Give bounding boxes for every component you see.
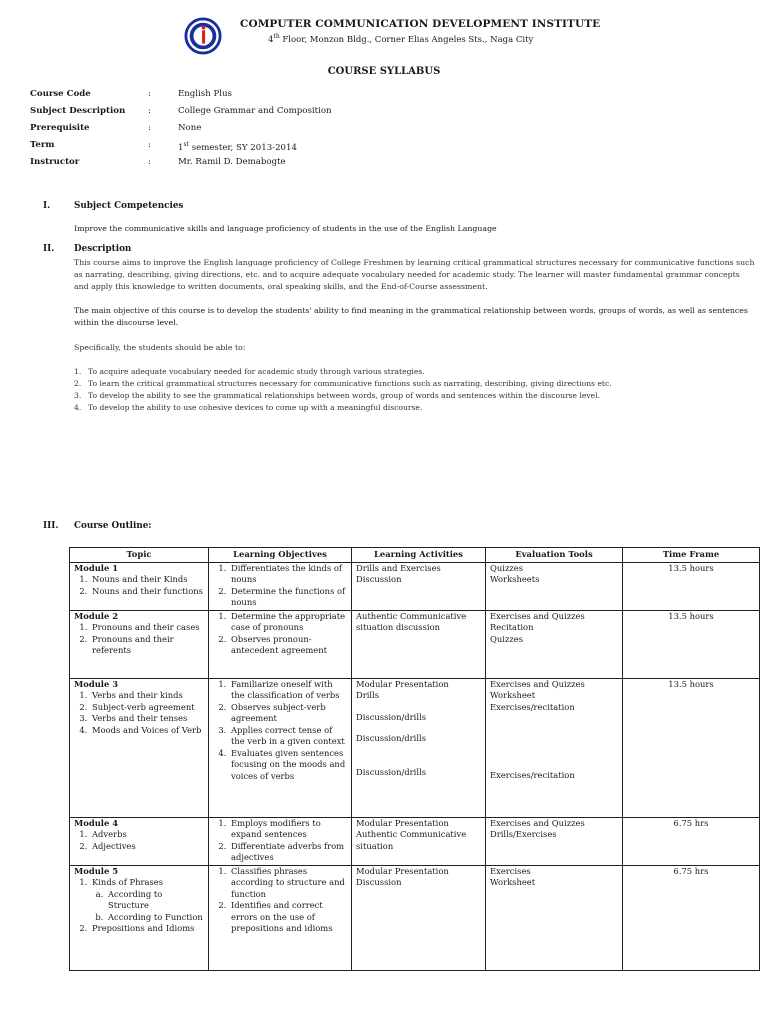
list-item: 2. Adjectives bbox=[90, 841, 204, 853]
objectives-cell bbox=[209, 610, 352, 678]
activity-item: Discussion bbox=[356, 877, 402, 887]
activity-item: Authentic Communicative situation bbox=[356, 829, 467, 851]
evaluation-item: Exercises/recitation bbox=[490, 770, 575, 780]
prerequisite-label: Prerequisite bbox=[30, 123, 90, 133]
list-item: 1. Pronouns and their cases bbox=[90, 622, 204, 634]
list-item: 1. Verbs and their kinds bbox=[90, 690, 204, 702]
list-item: 1. Nouns and their Kinds bbox=[90, 574, 204, 586]
topic-list bbox=[74, 574, 204, 597]
list-item: 1. Kinds of Phrases a. According to Structure b. According to Function bbox=[90, 877, 204, 923]
evaluation-item: Quizzes bbox=[490, 633, 524, 644]
activity-item: Discussion/drills bbox=[356, 733, 427, 743]
colon: : bbox=[148, 106, 151, 116]
course-code-label: Course Code bbox=[30, 89, 91, 99]
course-code-value: English Plus bbox=[178, 89, 232, 99]
objective-list bbox=[213, 818, 347, 864]
course-outline-table bbox=[69, 547, 760, 971]
list-item: 2. Determine the functions of nouns bbox=[229, 586, 347, 609]
course-info-row bbox=[30, 156, 430, 173]
evaluation-cell bbox=[486, 610, 623, 678]
list-item: 1. Adverbs bbox=[90, 829, 204, 841]
section-title-competencies: Subject Competencies bbox=[74, 201, 184, 211]
evaluation-item: Drills/Exercises bbox=[490, 829, 557, 839]
section-title-outline: Course Outline: bbox=[74, 521, 152, 531]
topic-list bbox=[74, 622, 204, 657]
list-item: 2. To learn the critical grammatical structures necessary for communicative functions such as narrating, describing, giving directions etc. bbox=[74, 379, 612, 388]
instructor-label: Instructor bbox=[30, 157, 80, 167]
activity-item: Discussion bbox=[356, 574, 402, 584]
section-number: II. bbox=[43, 244, 55, 254]
activity-item: Authentic Communicative situation discussion bbox=[356, 610, 467, 632]
section-number: III. bbox=[43, 521, 59, 531]
activities-cell bbox=[352, 610, 486, 678]
objectives-cell bbox=[209, 817, 352, 865]
objectives-cell bbox=[209, 678, 352, 817]
evaluation-item: Worksheets bbox=[490, 574, 540, 584]
objectives-cell bbox=[209, 562, 352, 610]
list-item: b. According to Function bbox=[106, 912, 204, 924]
evaluation-cell bbox=[486, 562, 623, 610]
activity-item: Drills bbox=[356, 690, 380, 700]
activities-cell bbox=[352, 678, 486, 817]
table-row bbox=[70, 562, 760, 610]
activity-item: Drills and Exercises bbox=[356, 562, 441, 573]
list-item: 1. Differentiates the kinds of nouns bbox=[229, 563, 347, 586]
activity-item: Discussion/drills bbox=[356, 766, 427, 777]
course-info-row bbox=[30, 139, 430, 156]
list-item: 1. Determine the appropriate case of pronouns bbox=[229, 611, 347, 634]
specifically-text: Specifically, the students should be able to: bbox=[74, 343, 246, 352]
topic-cell bbox=[70, 817, 209, 865]
list-item: a. According to Structure bbox=[106, 889, 204, 912]
activity-item: Modular Presentation bbox=[356, 678, 449, 689]
term-label: Term bbox=[30, 140, 55, 150]
list-item: 3. Applies correct tense of the verb in a given context bbox=[229, 725, 347, 748]
time-frame-cell: 13.5 hours bbox=[623, 678, 760, 817]
term-value: 1st semester, SY 2013-2014 bbox=[178, 141, 297, 153]
activities-cell bbox=[352, 562, 486, 610]
description-text: This course aims to improve the English language proficiency of College Freshmen by learning critical grammatical structures necessary for communicative functions such as narrating, describing, giving directions, etc. and to acquire adequate vocabulary needed for academic study. The learner will master fundamental grammar concepts and apply this knowledge to written documents, oral speaking skills, and the End-of-Course assessment. bbox=[74, 258, 755, 291]
competencies-text: Improve the communicative skills and language proficiency of students in the use of the English Language bbox=[74, 224, 497, 233]
colon: : bbox=[148, 89, 151, 99]
table-header-row bbox=[70, 548, 760, 563]
objective-list bbox=[213, 611, 347, 657]
list-item: 2. Prepositions and Idioms bbox=[90, 923, 204, 935]
course-info-row bbox=[30, 88, 430, 105]
time-frame-cell: 13.5 hours bbox=[623, 610, 760, 678]
topic-cell bbox=[70, 678, 209, 817]
topic-cell bbox=[70, 562, 209, 610]
list-item: 1. Classifies phrases according to structure and function bbox=[229, 866, 347, 901]
evaluation-item: Worksheet bbox=[490, 690, 536, 700]
evaluation-item: Recitation bbox=[490, 622, 534, 632]
list-item: 4. Moods and Voices of Verb bbox=[90, 725, 204, 737]
course-info-row bbox=[30, 105, 430, 122]
list-item: 2. Differentiate adverbs from adjectives bbox=[229, 841, 347, 864]
institute-logo bbox=[184, 17, 222, 55]
table-row bbox=[70, 817, 760, 865]
topic-list bbox=[74, 690, 204, 736]
objective-list bbox=[213, 563, 347, 609]
evaluation-item: Exercises and Quizzes bbox=[490, 678, 585, 689]
list-item: 2. Observes pronoun-antecedent agreement bbox=[229, 634, 347, 657]
activity-item: Modular Presentation bbox=[356, 817, 449, 828]
table-row bbox=[70, 610, 760, 678]
subject-description-label: Subject Description bbox=[30, 106, 126, 116]
colon: : bbox=[148, 140, 151, 150]
list-item: 4. Evaluates given sentences focusing on the moods and voices of verbs bbox=[229, 748, 347, 783]
prerequisite-value: None bbox=[178, 123, 202, 133]
evaluation-item: Worksheet bbox=[490, 877, 536, 887]
module-title: Module 5 bbox=[74, 865, 119, 876]
course-info bbox=[30, 88, 430, 173]
institution-name: COMPUTER COMMUNICATION DEVELOPMENT INSTITUTE bbox=[240, 18, 601, 30]
column-header: Learning Objectives bbox=[209, 548, 352, 563]
time-frame-cell: 13.5 hours bbox=[623, 562, 760, 610]
topic-list bbox=[74, 829, 204, 852]
module-title: Module 4 bbox=[74, 817, 119, 828]
list-item: 3. Verbs and their tenses bbox=[90, 713, 204, 725]
column-header: Topic bbox=[70, 548, 209, 563]
evaluation-cell bbox=[486, 817, 623, 865]
main-objective-text: The main objective of this course is to develop the students' ability to find meaning in the grammatical relationship between words, groups of words, as well as sentences within the discourse level. bbox=[74, 306, 748, 327]
list-item: 1. Employs modifiers to expand sentences bbox=[229, 818, 347, 841]
activity-item: Modular Presentation bbox=[356, 865, 449, 876]
activities-cell bbox=[352, 817, 486, 865]
list-item: 1. Familiarize oneself with the classification of verbs bbox=[229, 679, 347, 702]
time-frame-cell: 6.75 hrs bbox=[623, 865, 760, 970]
subject-description-value: College Grammar and Composition bbox=[178, 106, 332, 116]
table-row bbox=[70, 678, 760, 817]
activity-item: Discussion/drills bbox=[356, 711, 427, 722]
topic-list bbox=[74, 877, 204, 935]
column-header: Learning Activities bbox=[352, 548, 486, 563]
module-title: Module 3 bbox=[74, 678, 119, 689]
colon: : bbox=[148, 157, 151, 167]
list-item: 2. Nouns and their functions bbox=[90, 586, 204, 598]
objectives-list bbox=[74, 366, 754, 414]
list-item: 1. To acquire adequate vocabulary needed for academic study through various strategies. bbox=[74, 367, 425, 376]
column-header: Evaluation Tools bbox=[486, 548, 623, 563]
section-title-description: Description bbox=[74, 244, 132, 254]
table-row bbox=[70, 865, 760, 970]
module-title: Module 1 bbox=[74, 562, 119, 573]
institution-address: 4th Floor, Monzon Bldg., Corner Elias Angeles Sts., Naga City bbox=[268, 33, 534, 45]
evaluation-item: Exercises bbox=[490, 865, 531, 876]
list-item: 4. To develop the ability to use cohesive devices to come up with a meaningful discourse. bbox=[74, 403, 423, 412]
document-title: COURSE SYLLABUS bbox=[327, 66, 441, 77]
topic-cell bbox=[70, 610, 209, 678]
evaluation-item: Exercises and Quizzes bbox=[490, 610, 585, 621]
subtopic-list bbox=[92, 889, 204, 924]
list-item: 2. Observes subject-verb agreement bbox=[229, 702, 347, 725]
section-number: I. bbox=[43, 201, 51, 211]
evaluation-item: Exercises/recitation bbox=[490, 701, 575, 712]
list-item: 2. Subject-verb agreement bbox=[90, 702, 204, 714]
objective-list bbox=[213, 679, 347, 783]
list-item: 3. To develop the ability to see the grammatical relationships between words, group of words and sentences within the discourse level. bbox=[74, 391, 600, 400]
time-frame-cell: 6.75 hrs bbox=[623, 817, 760, 865]
evaluation-item: Exercises and Quizzes bbox=[490, 817, 585, 828]
instructor-value: Mr. Ramil D. Demabogte bbox=[178, 157, 286, 167]
module-title: Module 2 bbox=[74, 610, 119, 621]
objective-list bbox=[213, 866, 347, 935]
evaluation-cell bbox=[486, 678, 623, 817]
course-info-row bbox=[30, 122, 430, 139]
list-item: 2. Pronouns and their referents bbox=[90, 634, 204, 657]
list-item: 2. Identifies and correct errors on the use of prepositions and idioms bbox=[229, 900, 347, 935]
activities-cell bbox=[352, 865, 486, 970]
topic-cell bbox=[70, 865, 209, 970]
column-header: Time Frame bbox=[623, 548, 760, 563]
evaluation-cell bbox=[486, 865, 623, 970]
objectives-cell bbox=[209, 865, 352, 970]
colon: : bbox=[148, 123, 151, 133]
evaluation-item: Quizzes bbox=[490, 562, 524, 573]
